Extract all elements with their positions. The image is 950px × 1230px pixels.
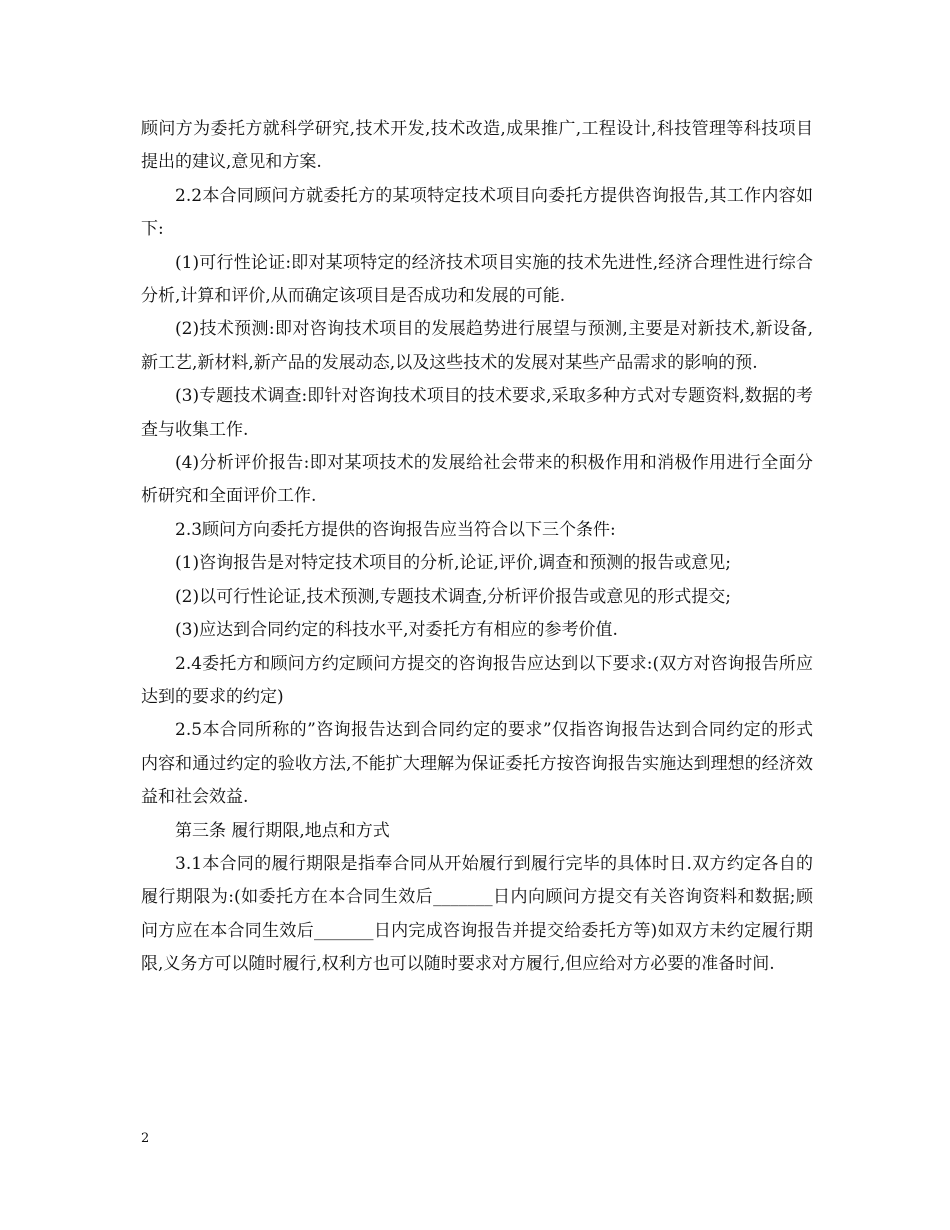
paragraph: (2)技术预测:即对咨询技术项目的发展趋势进行展望与预测,主要是对新技术,新设备,新工艺,新材料,新产品的发展动态,以及这些技术的发展对某些产品需求的影响的预. xyxy=(141,319,813,373)
paragraph: (1)可行性论证:即对某项特定的经济技术项目实施的技术先进性,经济合理性进行综合分析,计算和评价,从而确定该项目是否成功和发展的可能. xyxy=(141,252,813,307)
paragraph: (3)专题技术调查:即针对咨询技术项目的技术要求,采取多种方式对专题资料,数据的考查与收集工作. xyxy=(141,386,813,440)
paragraph: 顾问方为委托方就科学研究,技术开发,技术改造,成果推广,工程设计,科技管理等科技项目提出的建议,意见和方案. xyxy=(141,119,813,173)
paragraph: (3)应达到合同约定的科技水平,对委托方有相应的参考价值. xyxy=(175,620,618,641)
paragraph: 2.2本合同顾问方就委托方的某项特定技术项目向委托方提供咨询报告,其工作内容如下: xyxy=(141,185,813,240)
paragraph: 2.5本合同所称的”咨询报告达到合同约定的要求”仅指咨询报告达到合同约定的形式内容和通过约定的验收方法,不能扩大理解为保证委托方按咨询报告实施达到理想的经济效益和社会效益. xyxy=(141,720,813,808)
paragraph: (2)以可行性论证,技术预测,专题技术调查,分析评价报告或意见的形式提交; xyxy=(175,586,732,607)
paragraph: (4)分析评价报告:即对某项技术的发展给社会带来的积极作用和消极作用进行全面分析研究和全面评价工作. xyxy=(141,453,813,507)
page-number: 2 xyxy=(141,1131,150,1146)
document-body xyxy=(141,113,813,982)
paragraph: 2.3顾问方向委托方提供的咨询报告应当符合以下三个条件: xyxy=(175,519,616,540)
section-heading: 第三条 履行期限,地点和方式 xyxy=(175,820,390,841)
paragraph: 2.4委托方和顾问方约定顾问方提交的咨询报告应达到以下要求:(双方对咨询报告所应达到的要求的约定) xyxy=(141,653,813,707)
paragraph: 3.1本合同的履行期限是指奉合同从开始履行到履行完毕的具体时日.双方约定各自的履行期限为:(如委托方在本合同生效后_______日内向顾问方提交有关咨询资料和数据;顾问方应在本合同生效后_______日内完成咨询报告并提交给委托方等)如双方未约定履行期限,义务方可以随时履行,权利方也可以随时要求对方履行,但应给对方必要的准备时间. xyxy=(141,853,813,975)
paragraph: (1)咨询报告是对特定技术项目的分析,论证,评价,调查和预测的报告或意见; xyxy=(175,553,732,574)
